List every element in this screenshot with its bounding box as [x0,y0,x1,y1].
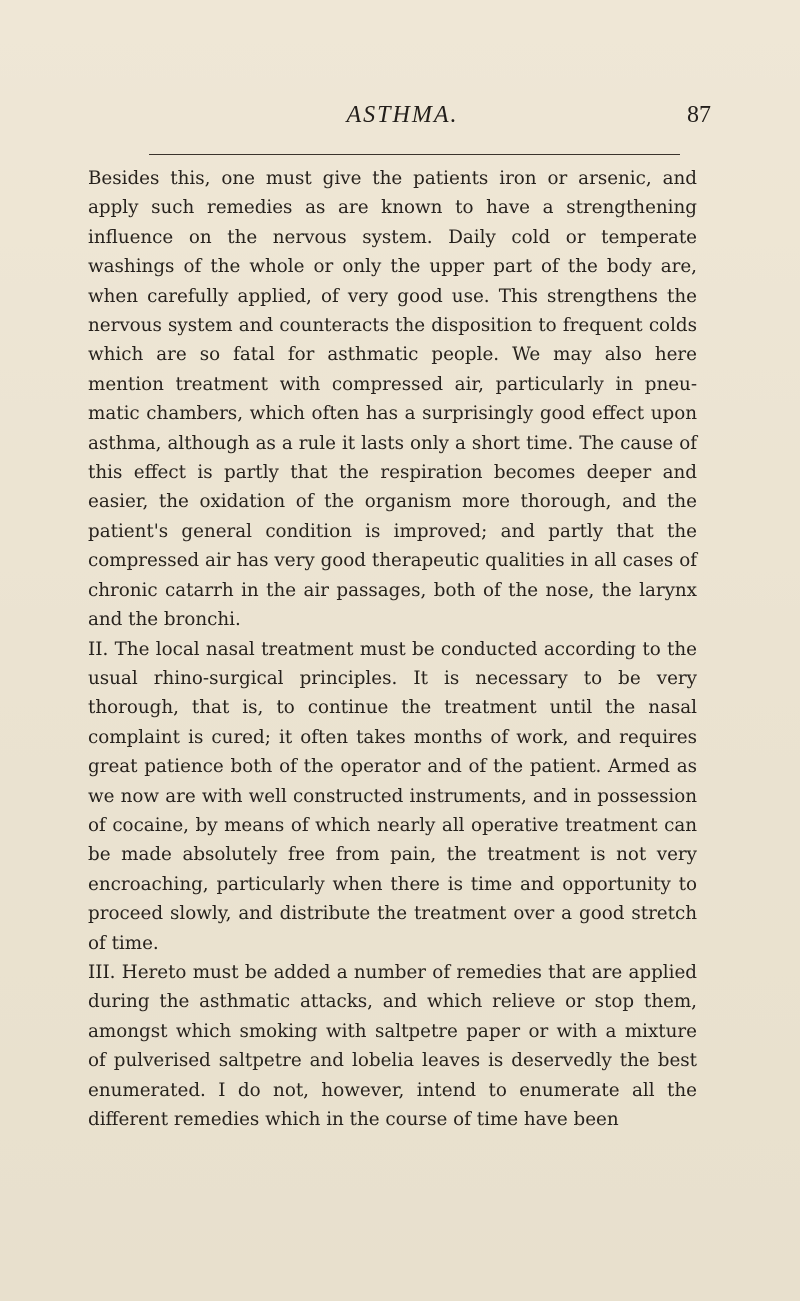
paragraph-treatment-general: Besides this, one must give the patients iron or arsenic, and apply such remedies as are known to have a strengthening influence on the nervous system. Daily cold or temperate washings of the whole or only the upper part of the body are, when carefully applied, of very good use. This strengthens the nervous system and counteracts the disposition to frequent colds which are so fatal for asthmatic people. We may also here mention treatment with compressed air, particularly in pneu- matic chambers, which often has a surprisingly good effect upon asthma, although as a rule it lasts only a short time. The cause of this effect is partly that the respiration becomes deeper and easier, the oxidation of the organism more thorough, and the patient's general condition is improved; and partly that the compressed air has very good therapeutic qualities in all cases of chronic catarrh in the air passages, both of the nose, the larynx and the bronchi. [88,168,697,631]
header-rule [149,154,680,155]
paragraph-attack-remedies: III. Hereto must be added a number of remedies that are applied during the asthmatic attacks, and which relieve or stop them, amongst which smoking with saltpetre paper or with a mixture of pulverised saltpetre and lobelia leaves is deservedly the best enumerated. I do not, however, intend to enumerate all the different remedies which in the course of time have been [88,961,697,1130]
running-title: ASTHMA. [346,102,459,128]
body-text [88,164,697,1134]
running-head [90,100,715,140]
paragraph-local-nasal-treatment: II. The local nasal treatment must be conducted according to the usual rhino-surgical principles. It is necessary to be very thorough, that is, to continue the treatment until the nasal complaint is cured; it often takes months of work, and requires great patience both of the operator and of the patient. Armed as we now are with well constructed instruments, and in possession of cocaine, by means of which nearly all operative treatment can be made absolutely free from pain, the treatment is not very encroaching, particularly when there is time and opportunity to proceed slowly, and distribute the treatment over a good stretch of time. [88,638,697,954]
page-number: 87 [687,102,711,128]
